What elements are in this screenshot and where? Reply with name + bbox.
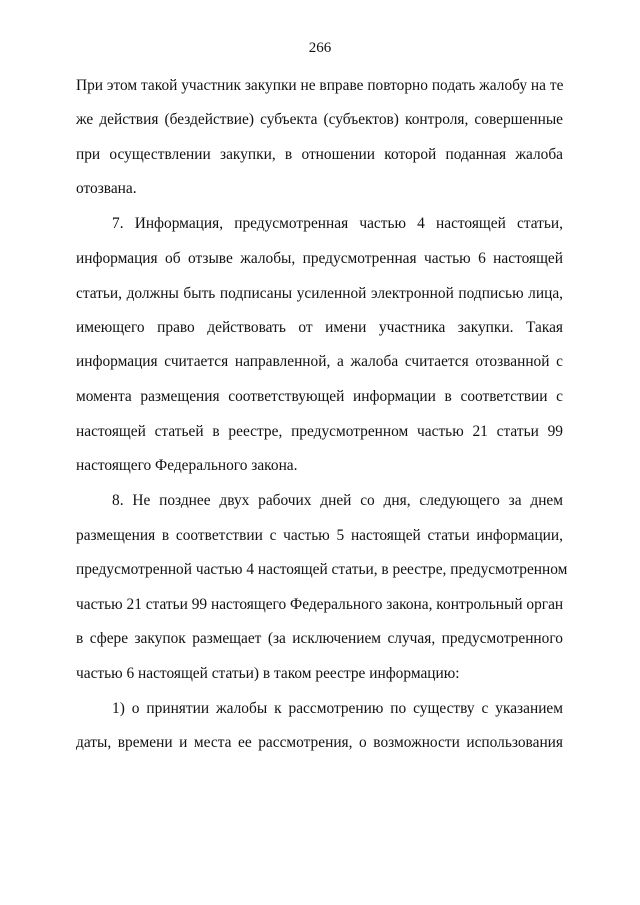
text-line: размещения в соответствии с частью 5 настоящей статьи информации, [76,527,563,544]
text-line: частью 6 настоящей статьи) в таком реестре информацию: [76,665,460,682]
text-line: настоящей статьей в реестре, предусмотренном частью 21 статьи 99 [76,423,563,440]
text-line: статьи, должны быть подписаны усиленной электронной подписью лица, [76,285,563,302]
text-line: же действия (бездействие) субъекта (субъектов) контроля, совершенные [76,111,563,128]
text-line: момента размещения соответствующей информации в соответствии с [76,388,563,405]
text-line: даты, времени и места ее рассмотрения, о возможности использования [76,734,563,751]
text-line: 1) о принятии жалобы к рассмотрению по существу с указанием [112,700,563,717]
text-line: информация считается направленной, а жалоба считается отозванной с [76,353,563,370]
text-line: предусмотренной частью 4 настоящей статьи, в реестре, предусмотренном [76,561,568,578]
page-number: 266 [308,40,332,56]
text-line: При этом такой участник закупки не вправе повторно подать жалобу на те [76,77,564,94]
text-line: имеющего право действовать от имени участника закупки. Такая [76,319,563,336]
text-line: в сфере закупок размещает (за исключением случая, предусмотренного [76,630,563,647]
text-line: отозвана. [76,180,137,197]
text-line: информация об отзыве жалобы, предусмотренная частью 6 настоящей [76,250,563,267]
text-line: частью 21 статьи 99 настоящего Федерального закона, контрольный орган [76,596,564,613]
text-line: 8. Не позднее двух рабочих дней со дня, следующего за днем [112,492,563,509]
text-line: 7. Информация, предусмотренная частью 4 настоящей статьи, [112,215,563,232]
text-line: настоящего Федерального закона. [76,457,298,474]
text-line: при осуществлении закупки, в отношении которой поданная жалоба [76,146,563,163]
